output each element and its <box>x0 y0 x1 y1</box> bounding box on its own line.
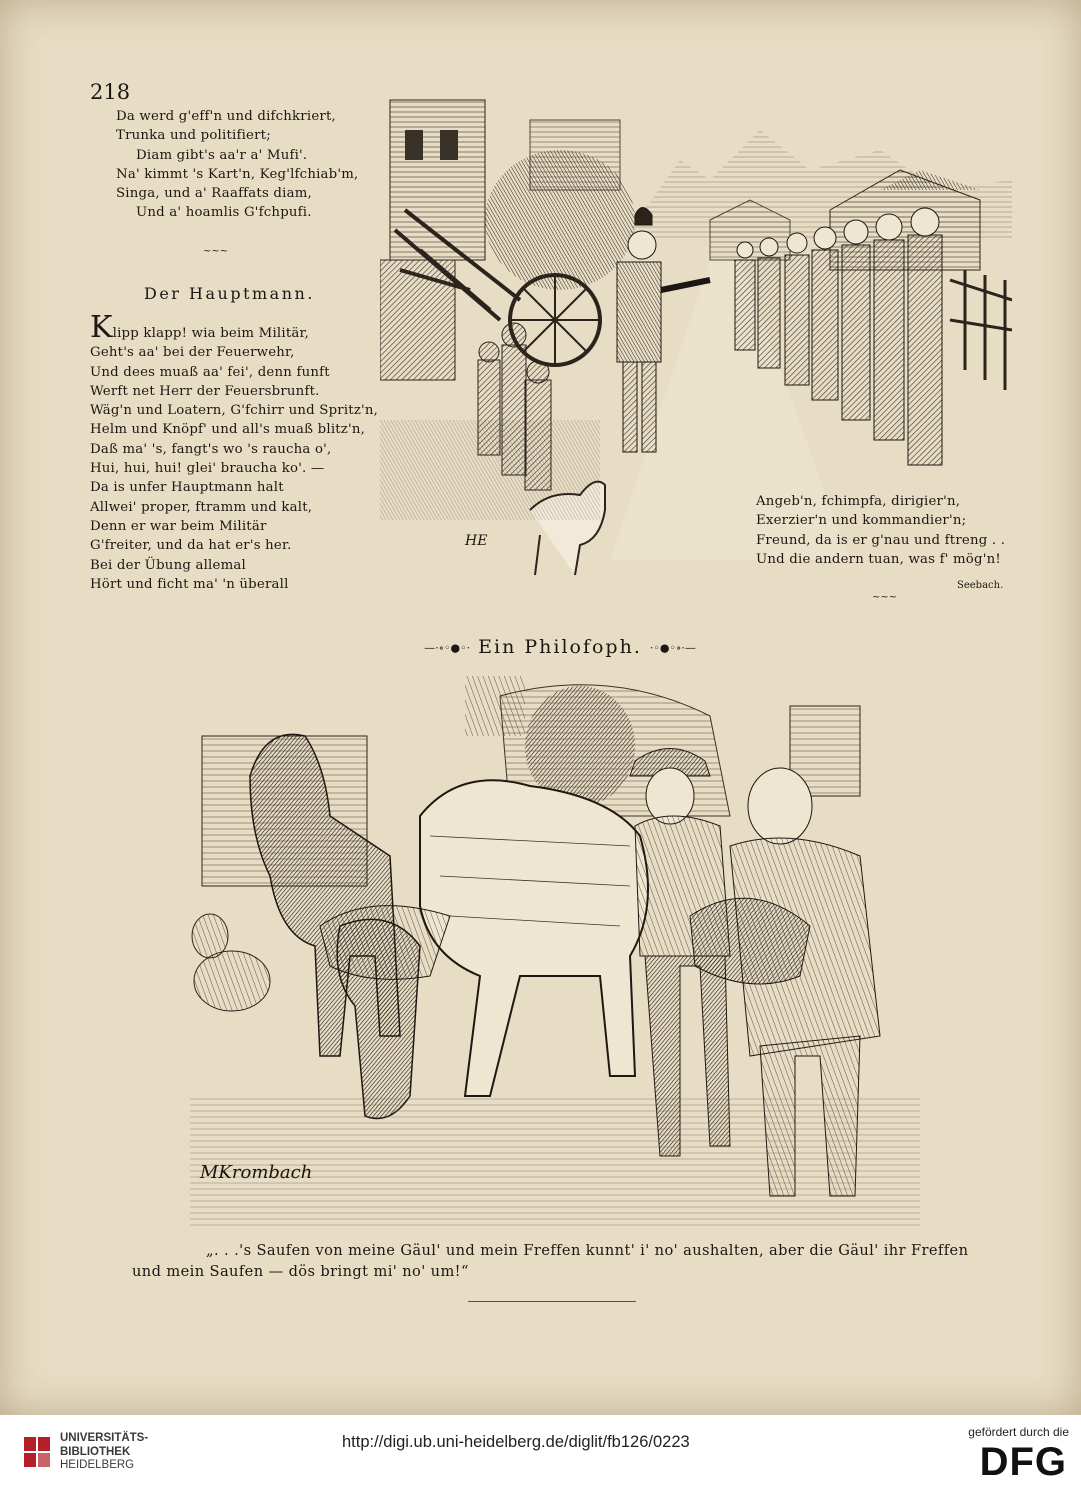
author-name: Seebach. <box>957 580 1004 591</box>
verse-line: Hui, hui, hui! glei' braucha ko'. — <box>90 461 325 477</box>
illustrator-monogram: HE <box>465 533 488 549</box>
poem-continuation <box>116 107 358 223</box>
verse-line: Da is unfer Hauptmann halt <box>90 480 284 496</box>
verse-line: Geht's aa' bei der Feuerwehr, <box>90 345 295 361</box>
closing-rule <box>468 1301 636 1302</box>
verse-line: Werft net Herr der Feuersbrunft. <box>90 383 320 399</box>
caption-line-2: und mein Saufen — dös bringt mi' no' um!“ <box>132 1263 469 1280</box>
digitization-footer <box>0 1415 1081 1490</box>
verse-line: Und a' hoamlis G'fchpufi. <box>136 205 312 221</box>
caption-line-1: „. . .'s Saufen von meine Gäul' und mein Freffen kunnt' i' no' aushalten, aber die Gäul' ihr Freffen <box>206 1242 969 1259</box>
verse-line: Exerzier'n und kommandier'n; <box>756 513 967 529</box>
horses-engraving <box>190 676 920 1230</box>
verse-line: Trunka und politifiert; <box>116 128 271 144</box>
verse-line: Allwei' proper, ftramm und kalt, <box>90 499 313 515</box>
dfg-logo: DFG <box>979 1440 1067 1484</box>
verse-line: Hört und ficht ma' 'n überall <box>90 576 289 592</box>
verse-line: Angeb'n, fchimpfa, dirigier'n, <box>756 494 961 509</box>
section-title <box>400 636 720 658</box>
poem-title: Der Hauptmann. <box>144 284 315 303</box>
verse-line: Wäg'n und Loatern, G'fchirr und Spritz'n, <box>90 403 379 419</box>
verse-line: Na' kimmt 's Kart'n, Keg'lfchiab'm, <box>116 166 359 182</box>
verse-line: Daß ma' 's, fangt's wo 's raucha o', <box>90 441 332 457</box>
page-number: 218 <box>90 80 131 104</box>
verse-line: Und dees muaß aa' fei', denn funft <box>90 364 330 380</box>
verse-line: Und die andern tuan, was f' mög'n! <box>756 551 1001 567</box>
illustrator-signature: MKrombach <box>200 1162 313 1183</box>
illustration-caption <box>132 1240 992 1282</box>
verse-line: G'freiter, und da hat er's her. <box>90 538 292 554</box>
verse-first-line: Klipp klapp! wia beim Militär, <box>90 310 310 345</box>
university-library-logo-icon <box>22 1435 54 1471</box>
poem-ending <box>756 492 1005 569</box>
permalink-url[interactable]: http://digi.ub.uni-heidelberg.de/diglit/fb126/0223 <box>342 1433 690 1451</box>
verse-line: Denn er war beim Militär <box>90 518 267 534</box>
verse-line: Helm und Knöpf' und all's muaß blitz'n, <box>90 422 366 438</box>
title-ornament-left: —·∘◦●◦· <box>424 641 471 655</box>
verse-line: Da werd g'eff'n und difchkriert, <box>116 109 336 124</box>
verse-line: Bei der Übung allemal <box>90 557 246 573</box>
funding-label: gefördert durch die <box>968 1425 1069 1439</box>
drop-cap: K <box>90 310 113 345</box>
institution-name: UNIVERSITÄTS- BIBLIOTHEK HEIDELBERG <box>60 1432 149 1471</box>
philosopher-illustration <box>190 676 920 1230</box>
verse-line: Singa, und a' Raaffats diam, <box>116 186 312 202</box>
ornament-divider: ~~~ <box>203 246 229 257</box>
poem-body <box>90 310 379 594</box>
title-ornament-right: ·◦●◦∘·— <box>649 641 696 655</box>
ornament-divider: ~~~ <box>872 592 898 603</box>
section-title-text: Ein Philofoph. <box>478 636 642 658</box>
verse-line: Freund, da is er g'nau und ftreng . . <box>756 532 1006 548</box>
verse-line: Diam gibt's aa'r a' Mufi'. <box>136 147 308 163</box>
